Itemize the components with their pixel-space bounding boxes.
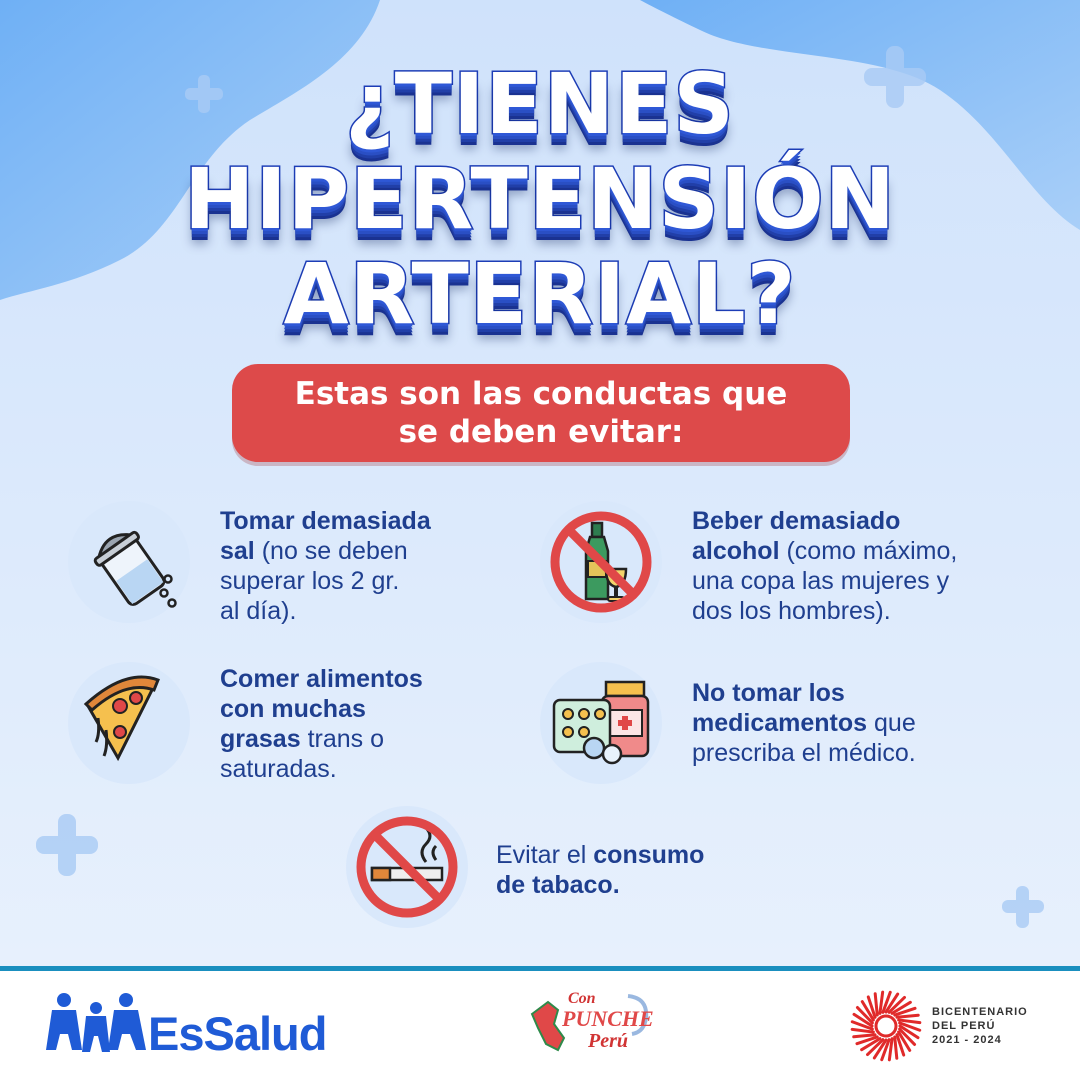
item-salt-l3: superar los 2 gr. [220,567,400,595]
title-line-3: ARTERIAL? [283,245,797,343]
item-fats-l2-bold: con muchas [220,695,366,723]
bicentenario-sun-logo-icon [848,988,924,1064]
item-alcohol-l2: (como máximo, [779,537,958,565]
alcohol-icon-circle [540,501,662,623]
item-tobacco-l1-bold: consumo [593,841,705,869]
banner-line-1: Estas son las conductas que [294,376,788,412]
item-meds-text [692,678,916,768]
punche-word-3: Perú [588,1030,628,1052]
con-punche-peru-logo [528,988,658,1060]
bicentenario-l2: DEL PERÚ [932,1020,996,1032]
item-meds-l2-bold: medicamentos [692,709,868,737]
item-alcohol-l2-bold: alcohol [692,537,780,565]
item-fats-text [220,664,423,784]
pizza-icon-circle [68,662,190,784]
essalud-logo-text: EsSalud [148,1007,327,1060]
bicentenario-l3: 2021 - 2024 [932,1034,1002,1046]
essalud-family-logo-icon [46,990,146,1056]
bicentenario-text [932,1005,1028,1047]
item-salt-l4: al día). [220,597,297,625]
item-tobacco-text [496,840,704,900]
item-fats-l1-bold: Comer alimentos [220,665,423,693]
no-alcohol-icon [540,501,662,623]
item-tobacco-l1: Evitar el [496,841,594,869]
subtitle-banner [232,364,850,462]
item-salt-l2: (no se deben [254,537,408,565]
item-alcohol-text [692,506,957,626]
medicine-icon-circle [540,662,662,784]
item-alcohol-l4: dos los hombres). [692,597,891,625]
item-salt-text [220,506,431,626]
item-alcohol-l3: una copa las mujeres y [692,567,950,595]
item-alcohol-l1-bold: Beber demasiado [692,507,901,535]
punche-word-1: Con [568,990,596,1007]
tobacco-icon-circle [346,806,468,928]
salt-shaker-icon [68,501,190,623]
item-meds-l3: prescriba el médico. [692,739,916,767]
banner-line-2: se deben evitar: [398,414,684,450]
salt-icon-circle [68,501,190,623]
item-fats-l3-bold: grasas [220,725,301,753]
item-tobacco-l2-bold: de tabaco. [496,871,620,899]
item-fats-l3: trans o [300,725,384,753]
pizza-slice-icon [68,662,190,784]
item-salt-l2-bold: sal [220,537,255,565]
item-meds-l2: que [867,709,916,737]
item-salt-l1-bold: Tomar demasiada [220,507,431,535]
no-smoking-icon [346,806,468,928]
title-line-1: ¿TIENES [345,55,735,153]
punche-word-2: PUNCHE [562,1006,654,1031]
bicentenario-l1: BICENTENARIO [932,1006,1028,1018]
title-line-2: HIPERTENSIÓN [184,150,896,248]
item-meds-l1-bold: No tomar los [692,679,845,707]
item-fats-l4: saturadas. [220,755,337,783]
medicine-icon [540,662,662,784]
